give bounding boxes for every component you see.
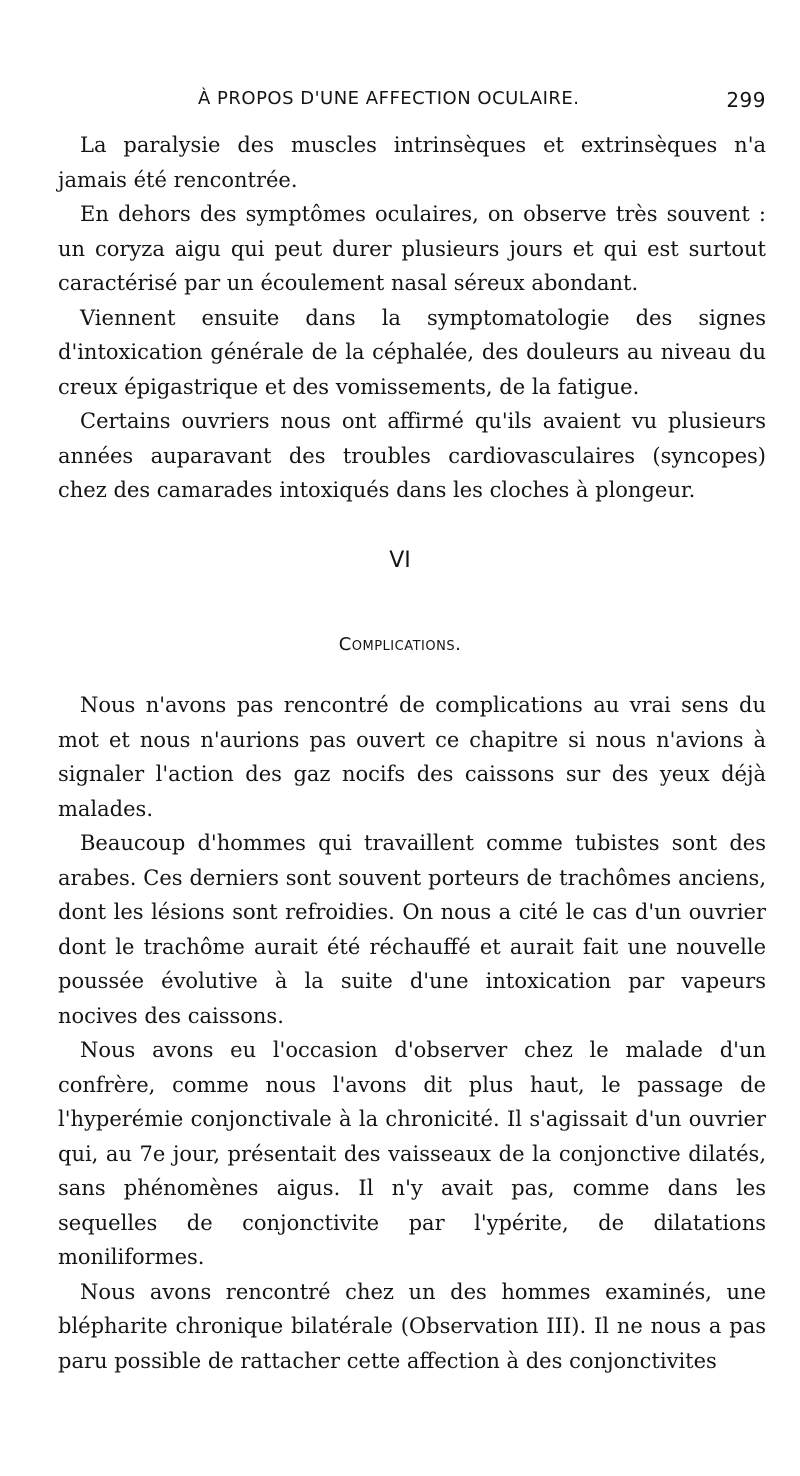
- section-title: Complications.: [338, 634, 462, 655]
- paragraph: La paralysie des muscles intrinsèques et extrinsèques n'a jamais été rencontrée.: [58, 133, 766, 192]
- section-number: VI: [389, 548, 411, 573]
- paragraph: Nous avons eu l'occasion d'observer chez le malade d'un confrère, comme nous l'avons dit plus haut, le passage de l'hyperémie conjonctivale à la chronicité. Il s'agissait d'un ouvrier qui, au 7e jour, présentait des vaisseaux de la conjonctive dilatés, sans phénomènes aigus. Il n'y avait pas, comme dans les sequelles de conjonctivite par l'ypérite, de dilatations moniliformes.: [58, 1038, 766, 1269]
- text-block-top: [58, 128, 766, 508]
- paragraph: Nous avons rencontré chez un des hommes examinés, une blépharite chronique bilatérale (Observation III). Il ne nous a pas paru possible de rattacher cette affection à des conjonctivites: [58, 1279, 766, 1373]
- paragraph: Certains ouvriers nous ont affirmé qu'ils avaient vu plusieurs années auparavant des troubles cardiovasculaires (syncopes) chez des camarades intoxiqués dans les cloches à plongeur.: [58, 409, 766, 502]
- text-block-bottom: [58, 688, 766, 1378]
- running-head: [58, 88, 766, 118]
- paragraph: Beaucoup d'hommes qui travaillent comme tubistes sont des arabes. Ces derniers sont souvent porteurs de trachômes anciens, dont les lésions sont refroidies. On nous a cité le cas d'un ouvrier dont le trachôme aurait été réchauffé et aurait fait une nouvelle poussée évolutive à la suite d'une intoxication par vapeurs nocives des caissons.: [58, 831, 766, 1028]
- paragraph: Viennent ensuite dans la symptomatologie des signes d'intoxication générale de la céphalée, des douleurs au niveau du creux épigastrique et des vomissements, de la fatigue.: [58, 305, 766, 399]
- paragraph: En dehors des symptômes oculaires, on observe très souvent : un coryza aigu qui peut durer plusieurs jours et qui est surtout caractérisé par un écoulement nasal séreux abondant.: [58, 202, 766, 295]
- paragraph: Nous n'avons pas rencontré de complications au vrai sens du mot et nous n'aurions pas ouvert ce chapitre si nous n'avions à signaler l'action des gaz nocifs des caissons sur des yeux déjà malades.: [58, 693, 766, 821]
- running-title: À PROPOS D'UNE AFFECTION OCULAIRE.: [198, 88, 580, 109]
- page-number: 299: [726, 88, 766, 112]
